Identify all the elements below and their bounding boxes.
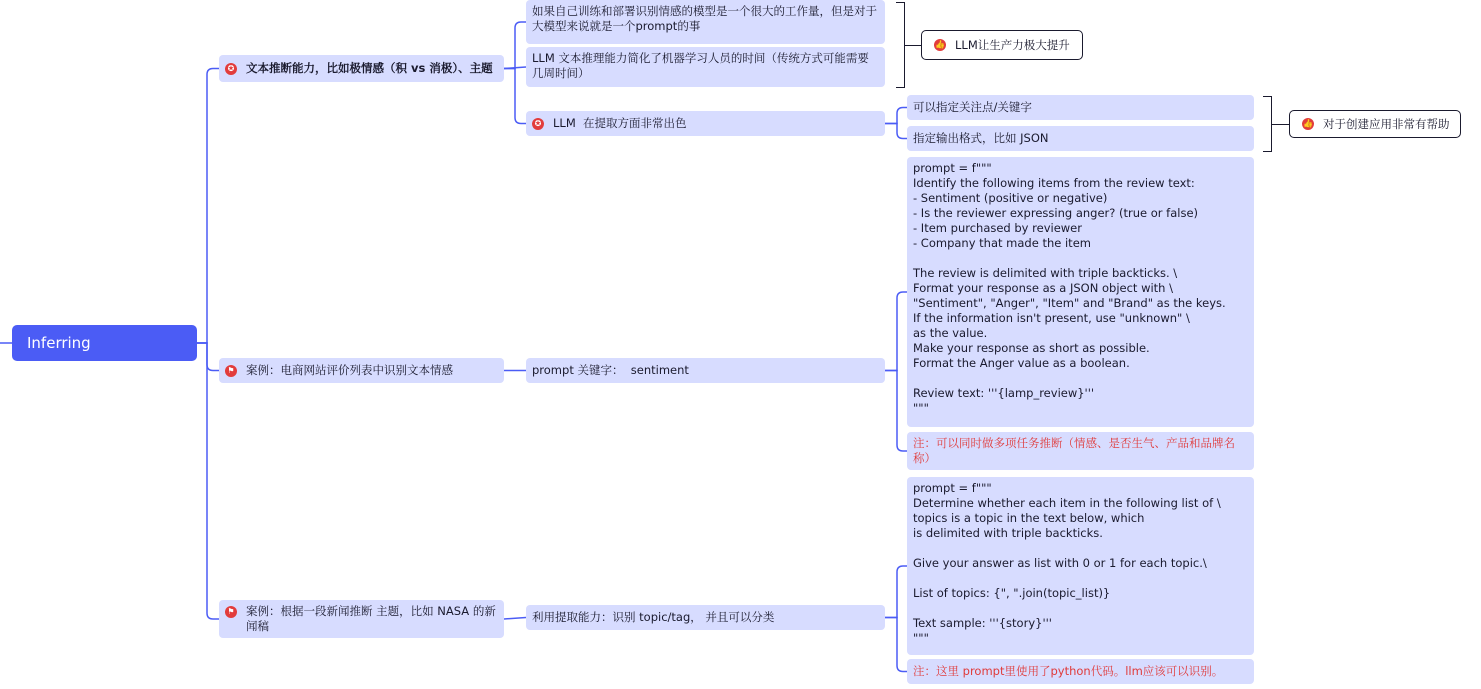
- node-label: 注：这里 prompt里使用了python代码。llm应该可以识别。: [913, 664, 1224, 678]
- thumbs-up-icon: 👍: [935, 40, 945, 49]
- summary-connector: [1272, 124, 1289, 125]
- connector-line: [504, 69, 526, 124]
- summary-app-building[interactable]: [1289, 110, 1461, 138]
- node-multitask-note[interactable]: [907, 432, 1254, 470]
- connector-line: [504, 67, 526, 69]
- connector-line: [885, 371, 907, 452]
- branch-news-topic-case[interactable]: [219, 600, 504, 638]
- star-marker-icon: ✪: [532, 118, 544, 130]
- node-specify-focus[interactable]: [907, 95, 1254, 120]
- connector-line: [197, 69, 219, 344]
- node-topic-prompt-code[interactable]: [907, 477, 1254, 655]
- node-label: LLM 文本推理能力简化了机器学习人员的时间（传统方式可能需要几周时间）: [532, 51, 869, 80]
- node-label: prompt = f""" Identify the following items from the review text: - Sentiment (positive or negative) - Is the reviewer expressing anger? (true or false) - Item purchased by reviewer - Company that made the item The review is delimited with triple backticks. \ Format your response as a JSON object with \ "Sentiment", "Anger", "Item" and "Brand" as the keys. If the information isn't present, use "unknown" \ as the value. Make your response as short as possible. Format the Anger value as a boolean. Review text: '''{lamp_review}''' """: [913, 161, 1226, 415]
- node-label: 指定输出格式，比如 JSON: [913, 131, 1049, 145]
- root-node-inferring[interactable]: [12, 325, 197, 361]
- branch-ecommerce-case[interactable]: [219, 358, 504, 383]
- flag-marker-icon: ⚑: [225, 606, 237, 618]
- thumbs-up-icon: 👍: [1303, 119, 1313, 128]
- star-marker-icon: ✪: [225, 63, 237, 75]
- node-output-format[interactable]: [907, 126, 1254, 151]
- node-python-code-note[interactable]: [907, 659, 1254, 684]
- connector-line: [504, 22, 526, 69]
- node-label: 利用提取能力：识别 topic/tag， 并且可以分类: [532, 610, 775, 624]
- connector-line: [885, 566, 907, 618]
- node-label: 注：可以同时做多项任务推断（情感、是否生气、产品和品牌名称）: [913, 436, 1235, 465]
- branch-text-inference[interactable]: [219, 55, 504, 82]
- connector-line: [885, 124, 907, 139]
- node-saves-time[interactable]: [526, 47, 885, 87]
- node-label: LLM 在提取方面非常出色: [553, 116, 687, 130]
- summary-label: 对于创建应用非常有帮助: [1323, 117, 1450, 131]
- node-label: 可以指定关注点/关键字: [913, 100, 1032, 114]
- connector-line: [885, 108, 907, 124]
- summary-connector: [905, 45, 921, 46]
- connector-line: [885, 618, 907, 672]
- node-sentiment-keyword[interactable]: [526, 358, 885, 383]
- node-training-cost[interactable]: [526, 0, 885, 44]
- summary-bracket: [896, 2, 905, 88]
- connector-line: [885, 292, 907, 371]
- connector-line: [197, 343, 219, 371]
- flag-marker-icon: ⚑: [225, 365, 237, 377]
- node-label: prompt 关键字： sentiment: [532, 363, 689, 377]
- node-topic-extraction[interactable]: [526, 605, 885, 630]
- summary-label: LLM让生产力极大提升: [955, 38, 1070, 52]
- root-label: Inferring: [27, 334, 91, 352]
- node-review-prompt-code[interactable]: [907, 157, 1254, 427]
- connector-line: [197, 343, 219, 619]
- branch-label: 案例：根据一段新闻推断 主题，比如 NASA 的新闻稿: [246, 604, 496, 633]
- summary-bracket: [1263, 96, 1272, 152]
- connector-line: [504, 618, 526, 620]
- summary-productivity[interactable]: [921, 30, 1083, 60]
- branch-label: 案例：电商网站评价列表中识别文本情感: [246, 363, 453, 377]
- node-extraction[interactable]: [526, 111, 885, 136]
- node-label: 如果自己训练和部署识别情感的模型是一个很大的工作量，但是对于大模型来说就是一个prompt的事: [532, 4, 877, 33]
- node-label: prompt = f""" Determine whether each item in the following list of \ topics is a topic in the text below, which is delimited with triple backticks. Give your answer as list with 0 or 1 for each topic.\ List of topics: {", ".join(topic_list)} Text sample: '''{story}''' """: [913, 481, 1221, 645]
- branch-label: 文本推断能力，比如极情感（积 vs 消极）、主题: [246, 61, 493, 75]
